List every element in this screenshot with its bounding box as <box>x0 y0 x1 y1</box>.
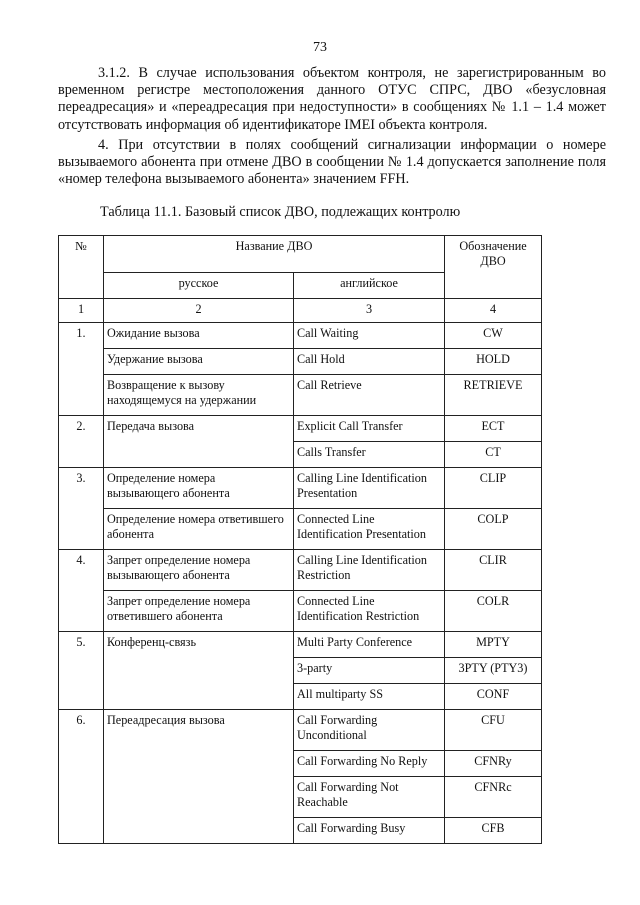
service-name-en: Calling Line Identification Presentation <box>294 468 445 509</box>
header-code: Обозначение ДВО <box>445 236 542 299</box>
service-name-en: 3-party <box>294 658 445 684</box>
table-row <box>59 591 542 632</box>
service-name-en: Call Forwarding Unconditional <box>294 710 445 751</box>
service-name-en: Call Forwarding Busy <box>294 818 445 844</box>
index-cell: 4 <box>445 299 542 323</box>
service-name-ru: Удержание вызова <box>104 349 294 375</box>
table-row <box>59 349 542 375</box>
service-name-ru: Определение номера вызывающего абонента <box>104 468 294 509</box>
service-name-en: Explicit Call Transfer <box>294 416 445 442</box>
service-code: CONF <box>445 684 542 710</box>
service-name-en: Calls Transfer <box>294 442 445 468</box>
service-code: COLP <box>445 509 542 550</box>
service-code: RETRIEVE <box>445 375 542 416</box>
header-en: английское <box>294 273 445 299</box>
service-code: CFU <box>445 710 542 751</box>
table-row <box>59 710 542 751</box>
table-row <box>59 468 542 509</box>
table-row <box>59 632 542 658</box>
index-cell: 1 <box>59 299 104 323</box>
group-number: 5. <box>59 632 104 710</box>
service-name-ru: Ожидание вызова <box>104 323 294 349</box>
table-row <box>59 323 542 349</box>
service-name-ru: Конференц-связь <box>104 632 294 710</box>
service-name-en: Connected Line Identification Presentation <box>294 509 445 550</box>
service-name-ru: Запрет определение номера ответившего абонента <box>104 591 294 632</box>
group-number: 1. <box>59 323 104 416</box>
service-code: CFNRy <box>445 751 542 777</box>
service-code: CLIP <box>445 468 542 509</box>
service-name-ru: Запрет определение номера вызывающего абонента <box>104 550 294 591</box>
table-index-row <box>59 299 542 323</box>
service-code: CLIR <box>445 550 542 591</box>
service-code: ECT <box>445 416 542 442</box>
service-name-ru: Переадресация вызова <box>104 710 294 844</box>
group-number: 4. <box>59 550 104 632</box>
index-cell: 2 <box>104 299 294 323</box>
service-name-en: Connected Line Identification Restriction <box>294 591 445 632</box>
services-table <box>58 235 542 844</box>
service-code: CFNRc <box>445 777 542 818</box>
table-row <box>59 509 542 550</box>
service-name-en: All multiparty SS <box>294 684 445 710</box>
service-name-ru: Передача вызова <box>104 416 294 468</box>
service-code: HOLD <box>445 349 542 375</box>
service-code: COLR <box>445 591 542 632</box>
table-header-row <box>59 236 542 273</box>
table-row <box>59 416 542 442</box>
page-number: 73 <box>313 40 327 55</box>
header-num: № <box>59 236 104 299</box>
paragraph-4: 4. При отсутствии в полях сообщений сигнализации информации о номере вызываемого абонента при отмене ДВО в сообщении № 1.4 допускается заполнение поля «номер телефона вызываемого абонента» значением FFH. <box>58 137 606 188</box>
service-name-ru: Определение номера ответившего абонента <box>104 509 294 550</box>
service-code: 3PTY (PTY3) <box>445 658 542 684</box>
header-name: Название ДВО <box>104 236 445 273</box>
header-ru: русское <box>104 273 294 299</box>
service-code: MPTY <box>445 632 542 658</box>
service-name-en: Multi Party Conference <box>294 632 445 658</box>
service-name-en: Call Waiting <box>294 323 445 349</box>
table-row <box>59 550 542 591</box>
group-number: 3. <box>59 468 104 550</box>
group-number: 6. <box>59 710 104 844</box>
index-cell: 3 <box>294 299 445 323</box>
service-code: CW <box>445 323 542 349</box>
service-name-en: Call Forwarding No Reply <box>294 751 445 777</box>
paragraph-3-1-2: 3.1.2. В случае использования объектом контроля, не зарегистрированным во временном регистре местоположения данного ОТУС СПРС, ДВО «безусловная переадресация» и «переадресация при недоступности» в сообщениях № 1.1 – 1.4 может отсутствовать информация об идентификаторе IMEI объекта контроля. <box>58 65 606 133</box>
service-name-en: Call Retrieve <box>294 375 445 416</box>
service-name-en: Calling Line Identification Restriction <box>294 550 445 591</box>
table-row <box>59 375 542 416</box>
service-code: CT <box>445 442 542 468</box>
service-name-en: Call Hold <box>294 349 445 375</box>
service-name-ru: Возвращение к вызову находящемуся на удержании <box>104 375 294 416</box>
service-code: CFB <box>445 818 542 844</box>
table-caption: Таблица 11.1. Базовый список ДВО, подлежащих контролю <box>100 204 461 220</box>
group-number: 2. <box>59 416 104 468</box>
service-name-en: Call Forwarding Not Reachable <box>294 777 445 818</box>
